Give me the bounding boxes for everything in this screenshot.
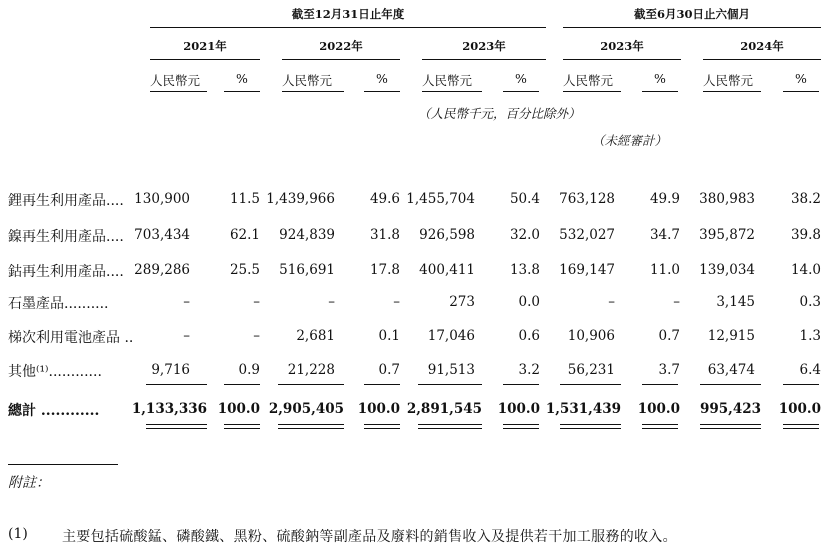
total-cell: 2,905,405	[268, 401, 344, 417]
cell: 395,872	[699, 227, 755, 243]
cell: 0.6	[518, 328, 540, 344]
cell: 273	[449, 294, 475, 310]
unit-header: 人民幣元	[282, 73, 333, 88]
cell: 0.1	[378, 328, 400, 344]
cell: 14.0	[790, 262, 821, 278]
pct-header: %	[795, 71, 807, 86]
cell: –	[183, 294, 190, 310]
year-rule-2023-h1	[563, 59, 681, 60]
cell: 703,434	[134, 227, 190, 243]
cell: 91,513	[427, 362, 475, 378]
cell: 49.9	[649, 191, 680, 207]
cell: 62.1	[229, 227, 260, 243]
cell: 50.4	[509, 191, 540, 207]
cell: –	[608, 294, 615, 310]
row-label: 其他⁽¹⁾............	[8, 364, 102, 380]
year-heading-2023-h1: 2023年	[600, 39, 644, 53]
total-label: 總計 ............	[8, 403, 100, 419]
cell: 63,474	[707, 362, 755, 378]
total-cell: 2,891,545	[406, 401, 482, 417]
cell: 6.4	[799, 362, 821, 378]
unit-header: 人民幣元	[703, 73, 754, 88]
cell: 34.7	[649, 227, 680, 243]
cell: 13.8	[509, 262, 540, 278]
header-rule-full-year	[150, 27, 546, 28]
cell: 2,681	[296, 328, 335, 344]
cell: –	[328, 294, 335, 310]
cell: 11.5	[229, 191, 260, 207]
cell: 31.8	[369, 227, 400, 243]
year-rule-2023	[422, 59, 546, 60]
cell: 21,228	[287, 362, 335, 378]
total-cell: 100.0	[637, 401, 680, 417]
cell: 926,598	[419, 227, 475, 243]
cell: 0.7	[378, 362, 400, 378]
cell: 32.0	[509, 227, 540, 243]
row-label: 鈷再生利用產品....	[8, 264, 124, 280]
cell: 516,691	[279, 262, 335, 278]
unaudited-note: （未經審計）	[592, 133, 668, 148]
row-label: 梯次利用電池產品 ..	[8, 330, 134, 346]
cell: 9,716	[151, 362, 190, 378]
cell: 38.2	[790, 191, 821, 207]
year-rule-2024-h1	[703, 59, 821, 60]
cell: –	[253, 328, 260, 344]
cell: 400,411	[419, 262, 475, 278]
cell: 532,027	[559, 227, 615, 243]
cell: 1,455,704	[406, 191, 475, 207]
cell: –	[673, 294, 680, 310]
unit-header: 人民幣元	[422, 73, 473, 88]
cell: 11.0	[649, 262, 680, 278]
unit-header: 人民幣元	[150, 73, 201, 88]
cell: 3.2	[518, 362, 540, 378]
unit-note: （人民幣千元，百分比除外）	[418, 106, 581, 121]
cell: 12,915	[707, 328, 755, 344]
cell: 1.3	[799, 328, 821, 344]
row-label: 鋰再生利用產品....	[8, 193, 124, 209]
year-heading-2022: 2022年	[319, 39, 363, 53]
year-heading-2021: 2021年	[183, 39, 227, 53]
unit-header: 人民幣元	[563, 73, 614, 88]
cell: –	[253, 294, 260, 310]
cell: 924,839	[279, 227, 335, 243]
header-rule-half-year	[563, 27, 821, 28]
cell: 39.8	[790, 227, 821, 243]
cell: 3.7	[658, 362, 680, 378]
total-cell: 100.0	[778, 401, 821, 417]
cell: 1,439,966	[266, 191, 335, 207]
pct-header: %	[654, 71, 666, 86]
pct-header: %	[376, 71, 388, 86]
cell: 0.9	[238, 362, 260, 378]
cell: 49.6	[369, 191, 400, 207]
year-heading-2023: 2023年	[462, 39, 506, 53]
row-label: 石墨產品..........	[8, 296, 109, 312]
cell: –	[393, 294, 400, 310]
cell: 17.8	[369, 262, 400, 278]
note-marker: (1)	[8, 526, 28, 542]
year-rule-2022	[282, 59, 400, 60]
cell: 763,128	[559, 191, 615, 207]
note-text: 主要包括硫酸錳、磷酸鐵、黑粉、硫酸鈉等副產品及廢料的銷售收入及提供若干加工服務的收入。	[62, 529, 677, 545]
cell: 10,906	[567, 328, 615, 344]
cell: 289,286	[134, 262, 190, 278]
period-full-year-heading: 截至12月31日止年度	[291, 7, 405, 21]
cell: 17,046	[427, 328, 475, 344]
cell: 56,231	[567, 362, 615, 378]
year-heading-2024-h1: 2024年	[740, 39, 784, 53]
cell: 25.5	[229, 262, 260, 278]
cell: 0.3	[799, 294, 821, 310]
row-label: 鎳再生利用產品....	[8, 229, 124, 245]
total-cell: 100.0	[357, 401, 400, 417]
total-cell: 100.0	[217, 401, 260, 417]
cell: 380,983	[699, 191, 755, 207]
cell: 130,900	[134, 191, 190, 207]
pct-header: %	[515, 71, 527, 86]
notes-title: 附註：	[8, 475, 50, 491]
year-rule-2021	[150, 59, 260, 60]
cell: 0.0	[518, 294, 540, 310]
notes-divider	[8, 464, 118, 465]
cell: 139,034	[699, 262, 755, 278]
cell: 0.7	[658, 328, 680, 344]
total-cell: 1,133,336	[131, 401, 207, 417]
period-half-year-heading: 截至6月30日止六個月	[633, 7, 750, 21]
total-cell: 100.0	[497, 401, 540, 417]
cell: 3,145	[716, 294, 755, 310]
pct-header: %	[236, 71, 248, 86]
cell: 169,147	[559, 262, 615, 278]
cell: –	[183, 328, 190, 344]
total-cell: 1,531,439	[545, 401, 621, 417]
total-cell: 995,423	[699, 401, 761, 417]
